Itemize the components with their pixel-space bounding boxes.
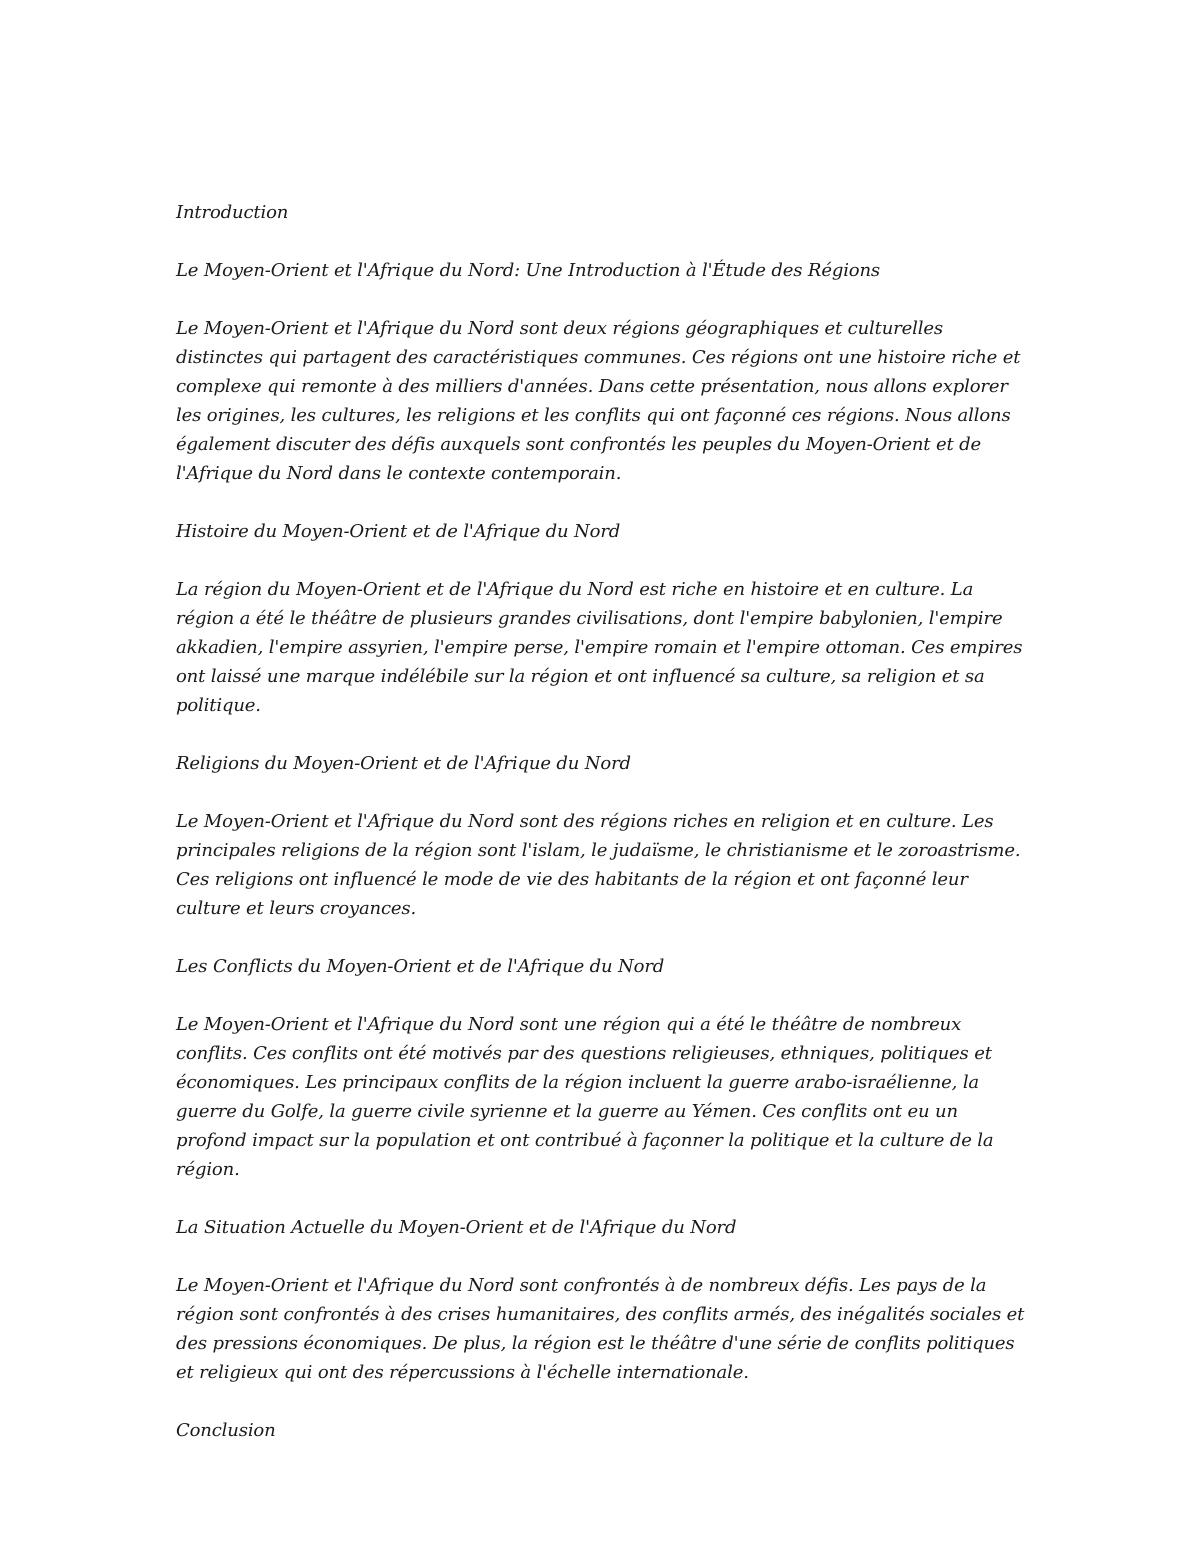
section-heading-religions: Religions du Moyen-Orient et de l'Afrique du Nord: [176, 753, 631, 774]
section-heading-histoire: Histoire du Moyen-Orient et de l'Afrique du Nord: [176, 521, 621, 542]
section-heading-conflicts: Les Conflicts du Moyen-Orient et de l'Afrique du Nord: [176, 956, 665, 977]
paragraph-situation-actuelle: Le Moyen-Orient et l'Afrique du Nord sont confrontés à de nombreux défis. Les pays de la région sont confrontés à des crises humanitaires, des conflits armés, des inégalités sociales et des pressions économiques. De plus, la région est le théâtre d'une série de conflits politiques et religieux qui ont des répercussions à l'échelle internationale.: [176, 1275, 1025, 1383]
document-title: Le Moyen-Orient et l'Afrique du Nord: Une Introduction à l'Étude des Régions: [176, 260, 881, 281]
section-heading-situation-actuelle: La Situation Actuelle du Moyen-Orient et de l'Afrique du Nord: [176, 1217, 737, 1238]
paragraph-introduction: Le Moyen-Orient et l'Afrique du Nord sont deux régions géographiques et culturelles distinctes qui partagent des caractéristiques communes. Ces régions ont une histoire riche et complexe qui remonte à des milliers d'années. Dans cette présentation, nous allons explorer les origines, les cultures, les religions et les conflits qui ont façonné ces régions. Nous allons également discuter des défis auxquels sont confrontés les peuples du Moyen-Orient et de l'Afrique du Nord dans le contexte contemporain.: [176, 318, 1021, 484]
document-body: [176, 198, 1026, 1445]
section-heading-conclusion: Conclusion: [176, 1420, 276, 1441]
section-heading-introduction: Introduction: [176, 202, 289, 223]
paragraph-histoire: La région du Moyen-Orient et de l'Afrique du Nord est riche en histoire et en culture. La région a été le théâtre de plusieurs grandes civilisations, dont l'empire babylonien, l'empire akkadien, l'empire assyrien, l'empire perse, l'empire romain et l'empire ottoman. Ces empires ont laissé une marque indélébile sur la région et ont influencé sa culture, sa religion et sa politique.: [176, 579, 1023, 716]
paragraph-religions: Le Moyen-Orient et l'Afrique du Nord sont des régions riches en religion et en culture. Les principales religions de la région sont l'islam, le judaïsme, le christianisme et le zoroastrisme. Ces religions ont influencé le mode de vie des habitants de la région et ont façonné leur culture et leurs croyances.: [176, 811, 1021, 919]
paragraph-conflicts: Le Moyen-Orient et l'Afrique du Nord sont une région qui a été le théâtre de nombreux conflits. Ces conflits ont été motivés par des questions religieuses, ethniques, politiques et économiques. Les principaux conflits de la région incluent la guerre arabo-israélienne, la guerre du Golfe, la guerre civile syrienne et la guerre au Yémen. Ces conflits ont eu un profond impact sur la population et ont contribué à façonner la politique et la culture de la région.: [176, 1014, 994, 1180]
